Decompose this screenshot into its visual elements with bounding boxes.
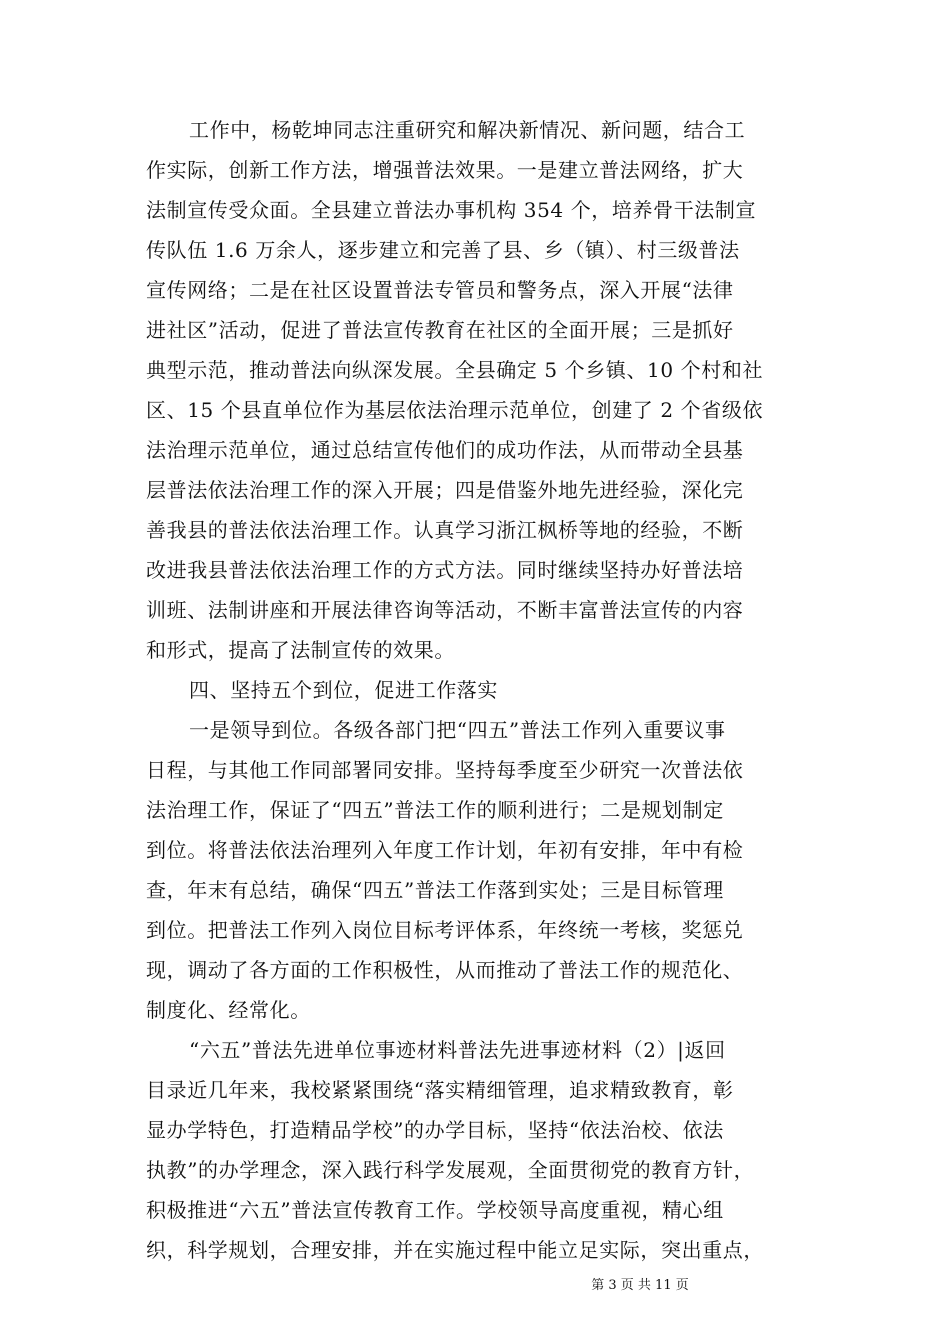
- text-line: 传队伍 1.6 万余人，逐步建立和完善了县、乡（镇）、村三级普法: [146, 238, 740, 262]
- text-line: 执教”的办学理念，深入践行科学发展观，全面贯彻党的教育方针，: [146, 1158, 755, 1182]
- text-line: 到位。将普法依法治理列入年度工作计划，年初有安排，年中有检: [146, 838, 744, 862]
- text-line: 区、15 个县直单位作为基层依法治理示范单位，创建了 2 个省级依: [146, 398, 764, 422]
- text-line: “六五”普法先进单位事迹材料普法先进事迹材料（2）|返回: [189, 1038, 726, 1062]
- text-line: 宣传网络；二是在社区设置普法专管员和警务点，深入开展“法律: [146, 278, 734, 302]
- text-line: 日程，与其他工作同部署同安排。坚持每季度至少研究一次普法依: [146, 758, 744, 782]
- page-number-footer: 第 3 页 共 11 页: [591, 1278, 689, 1293]
- text-line: 现，调动了各方面的工作积极性，从而推动了普法工作的规范化、: [146, 958, 744, 982]
- text-line: 目录近几年来，我校紧紧围绕“落实精细管理，追求精致教育，彰: [146, 1078, 734, 1102]
- text-line: 一是领导到位。各级各部门把“四五”普法工作列入重要议事: [189, 718, 726, 742]
- text-line: 到位。把普法工作列入岗位目标考评体系，年终统一考核，奖惩兑: [146, 918, 744, 942]
- text-line: 层普法依法治理工作的深入开展；四是借鉴外地先进经验，深化完: [146, 478, 744, 502]
- text-line: 善我县的普法依法治理工作。认真学习浙江枫桥等地的经验，不断: [146, 518, 744, 542]
- text-line: 作实际，创新工作方法，增强普法效果。一是建立普法网络，扩大: [146, 158, 744, 182]
- text-line: 改进我县普法依法治理工作的方式方法。同时继续坚持办好普法培: [146, 558, 744, 582]
- text-line: 训班、法制讲座和开展法律咨询等活动，不断丰富普法宣传的内容: [146, 598, 744, 622]
- text-line: 积极推进“六五”普法宣传教育工作。学校领导高度重视，精心组: [146, 1198, 724, 1222]
- text-line: 制度化、经常化。: [146, 998, 311, 1022]
- text-line: 织，科学规划，合理安排，并在实施过程中能立足实际，突出重点，: [146, 1238, 764, 1262]
- text-line: 查，年末有总结，确保“四五”普法工作落到实处；三是目标管理: [146, 878, 724, 902]
- text-line: 显办学特色，打造精品学校”的办学目标，坚持“依法治校、依法: [146, 1118, 724, 1142]
- text-line: 法制宣传受众面。全县建立普法办事机构 354 个，培养骨干法制宣: [146, 198, 757, 222]
- text-line: 和形式，提高了法制宣传的效果。: [146, 638, 455, 662]
- section-heading: 四、坚持五个到位，促进工作落实: [189, 678, 498, 702]
- text-line: 工作中，杨乾坤同志注重研究和解决新情况、新问题，结合工: [189, 118, 746, 142]
- text-line: 进社区”活动，促进了普法宣传教育在社区的全面开展；三是抓好: [146, 318, 734, 342]
- text-line: 法治理示范单位，通过总结宣传他们的成功作法，从而带动全县基: [146, 438, 744, 462]
- text-line: 法治理工作，保证了“四五”普法工作的顺利进行；二是规划制定: [146, 798, 724, 822]
- text-line: 典型示范，推动普法向纵深发展。全县确定 5 个乡镇、10 个村和社: [146, 358, 764, 382]
